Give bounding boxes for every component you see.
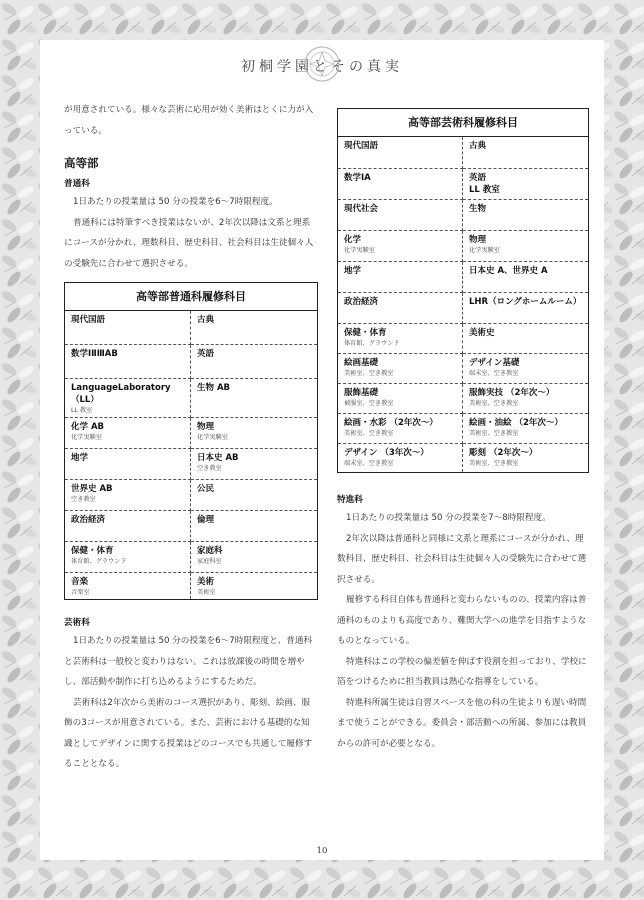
table-cell: [338, 293, 463, 324]
subject-name: 化学: [344, 235, 362, 245]
table-cell: [463, 231, 588, 262]
page: [40, 40, 604, 860]
page-header: [40, 44, 604, 82]
subject-name: 英語 LL 教室: [469, 173, 500, 195]
subject-room: 体育館、グラウンド: [344, 340, 400, 347]
left-column: [64, 100, 318, 775]
subject-room: 音楽室: [71, 589, 90, 596]
right-column: [337, 108, 589, 754]
table-cell: [191, 449, 317, 480]
subject-name: 数学ⅠⅡⅢAB: [71, 349, 118, 359]
subject-name: 音楽: [71, 577, 89, 587]
table-cell: [65, 311, 191, 345]
table-cell: [338, 444, 463, 472]
subject-room: 化学実験室: [71, 434, 102, 441]
subtitle-special-course: 特進科: [337, 495, 363, 505]
subject-name: 倫理: [197, 515, 215, 525]
subject-name: 現代国語: [71, 315, 106, 325]
subject-name: 物理: [197, 422, 215, 432]
arts-table-grid: [338, 137, 588, 472]
subject-room: 化学実験室: [469, 247, 500, 254]
subject-name: 生物: [469, 204, 487, 214]
table-cell: [463, 262, 588, 293]
subject-name: 美術: [197, 577, 215, 587]
subject-name: 現代社会: [344, 204, 379, 214]
page-number: 10: [316, 846, 328, 856]
table-cell: [65, 418, 191, 449]
special-paragraph-3: 履修する科目自体も普通科と変わらないものの、授業内容は普通科のものよりも高度であり、難関大学への進学を目指すようなものとなっている。: [337, 595, 587, 646]
subject-room: 美術室、空き教室: [469, 400, 519, 407]
subject-name: 物理: [469, 235, 487, 245]
subject-name: 保健・体育: [344, 328, 387, 338]
subject-room: 美術室、空き教室: [344, 370, 394, 377]
table-cell: [338, 200, 463, 231]
subject-room: 化学実験室: [197, 434, 228, 441]
subject-name: 現代国語: [344, 141, 379, 151]
subject-room: 美術室、空き教室: [469, 460, 519, 467]
special-paragraph-1: 1日あたりの授業量は 50 分の授業を7～8時限程度。: [346, 513, 551, 523]
subject-room: 美術室、空き教室: [469, 430, 519, 437]
section-title-high-school: 高等部: [64, 156, 99, 170]
table-cell: [463, 200, 588, 231]
subject-name: 英語: [197, 349, 215, 359]
subject-name: 世界史 AB: [71, 484, 113, 494]
subject-room: 端末室、空き教室: [344, 460, 394, 467]
subject-name: 絵画基礎: [344, 358, 379, 368]
special-paragraph-4: 特進科はこの学校の偏差値を伸ばす役割を担っており、学校に箔をつけるために担当教員は熱心な指導をしている。: [337, 656, 587, 687]
table-cell: [65, 573, 191, 599]
subject-name: LHR（ロングホームルーム）: [469, 297, 582, 307]
table-cell: [463, 293, 588, 324]
subject-name: 化学 AB: [71, 422, 105, 432]
table-cell: [463, 444, 588, 472]
subject-room: 体育館、グラウンド: [71, 558, 127, 565]
subject-room: 端末室、空き教室: [469, 370, 519, 377]
table-cell: [65, 379, 191, 418]
table-cell: [463, 324, 588, 354]
subject-room: 空き教室: [71, 496, 96, 503]
subject-name: 古典: [197, 315, 215, 325]
subject-name: 地学: [344, 266, 362, 276]
general-table-title: 高等部普通科履修科目: [65, 283, 317, 311]
table-cell: [338, 414, 463, 444]
subtitle-general-course: 普通科: [64, 179, 90, 189]
arts-curriculum-table: [337, 108, 589, 473]
table-cell: [463, 354, 588, 384]
subject-name: 服飾基礎: [344, 388, 379, 398]
arts-paragraph-1: 1日あたりの授業量は 50 分の授業を6～7時限程度と、普通科と芸術科は一般校と変わりはない。これは放課後の時間を増やし、部活動や制作に打ち込めるようにするためだ。: [64, 636, 313, 687]
table-cell: [65, 449, 191, 480]
table-cell: [463, 137, 588, 169]
table-cell: [191, 542, 317, 573]
table-cell: [463, 384, 588, 414]
table-cell: [463, 169, 588, 200]
table-cell: [338, 354, 463, 384]
subject-name: 絵画・油絵 （2年次～）: [469, 418, 563, 428]
subject-name: 政治経済: [344, 297, 379, 307]
subject-room: 被服室、空き教室: [344, 400, 394, 407]
subject-name: 服飾実技 （2年次～）: [469, 388, 555, 398]
subject-name: 彫刻 （2年次～）: [469, 448, 538, 458]
subject-name: LanguageLaboratory（LL）: [71, 383, 171, 405]
table-cell: [463, 414, 588, 444]
table-cell: [338, 324, 463, 354]
general-table-grid: [65, 311, 317, 599]
subject-name: 日本史 AB: [197, 453, 239, 463]
arts-paragraph-2: 芸術科は2年次から美術のコース選択があり、彫刻、絵画、服飾の3コースが用意されている。また、芸術における基礎的な知識としてデザインに関する授業はどのコースでも共通して履修することとなる。: [64, 697, 313, 769]
table-cell: [191, 379, 317, 418]
subject-room: 化学実験室: [344, 247, 375, 254]
subject-name: 古典: [469, 141, 487, 151]
subject-name: 美術史: [469, 328, 495, 338]
subject-room: 美術室、空き教室: [344, 430, 394, 437]
subject-name: 日本史 A、世界史 A: [469, 266, 548, 276]
subject-room: LL 教室: [71, 407, 93, 414]
subject-name: 公民: [197, 484, 215, 494]
table-cell: [338, 262, 463, 293]
subject-name: デザイン基礎: [469, 358, 520, 368]
arts-table-title: 高等部芸術科履修科目: [338, 109, 588, 137]
subject-name: 保健・体育: [71, 546, 114, 556]
subject-room: 家庭科室: [197, 558, 222, 565]
table-cell: [338, 137, 463, 169]
table-cell: [191, 573, 317, 599]
table-cell: [191, 418, 317, 449]
general-paragraph-2: 普通科には特筆すべき授業はないが、2年次以降は文系と理系にコースが分かれ、理数科目、歴史科目、社会科目は生徒個々人の受験先に合わせて選択させる。: [64, 217, 314, 269]
subject-room: 美術室: [197, 589, 216, 596]
subject-name: 絵画・水彩 （2年次～）: [344, 418, 438, 428]
table-cell: [65, 542, 191, 573]
table-cell: [338, 169, 463, 200]
table-cell: [65, 511, 191, 542]
special-paragraph-2: 2年次以降は普通科と同様に文系と理系にコースが分かれ、理数科目、歴史科目、社会科目は生徒個々人の受験先に合わせて選択させる。: [337, 533, 587, 585]
special-paragraph-5: 特進科所属生徒は自習スペースを他の科の生徒よりも遅い時間まで使うことができる。委員会・部活動への所属、参加には教員からの許可が必要となる。: [337, 697, 587, 749]
table-cell: [191, 480, 317, 511]
table-cell: [65, 345, 191, 379]
subject-name: 地学: [71, 453, 89, 463]
table-cell: [65, 480, 191, 511]
intro-paragraph: が用意されている。様々な芸術に応用が効く美術はとくに力が入っている。: [64, 105, 314, 136]
table-cell: [191, 311, 317, 345]
table-cell: [338, 231, 463, 262]
subject-name: 生物 AB: [197, 383, 231, 393]
subject-name: 政治経済: [71, 515, 106, 525]
general-paragraph-1: 1日あたりの授業量は 50 分の授業を6～7時限程度。: [73, 197, 278, 207]
subject-name: 数学ⅠA: [344, 173, 371, 183]
table-cell: [191, 511, 317, 542]
general-curriculum-table: [64, 282, 318, 600]
subtitle-arts-course: 芸術科: [64, 618, 90, 628]
table-cell: [338, 384, 463, 414]
table-cell: [191, 345, 317, 379]
subject-name: 家庭科: [197, 546, 223, 556]
school-emblem-icon: [302, 44, 342, 84]
page-header-title: 初桐学園とその真実: [241, 59, 403, 75]
subject-name: デザイン （3年次～）: [344, 448, 429, 458]
subject-room: 空き教室: [197, 465, 222, 472]
